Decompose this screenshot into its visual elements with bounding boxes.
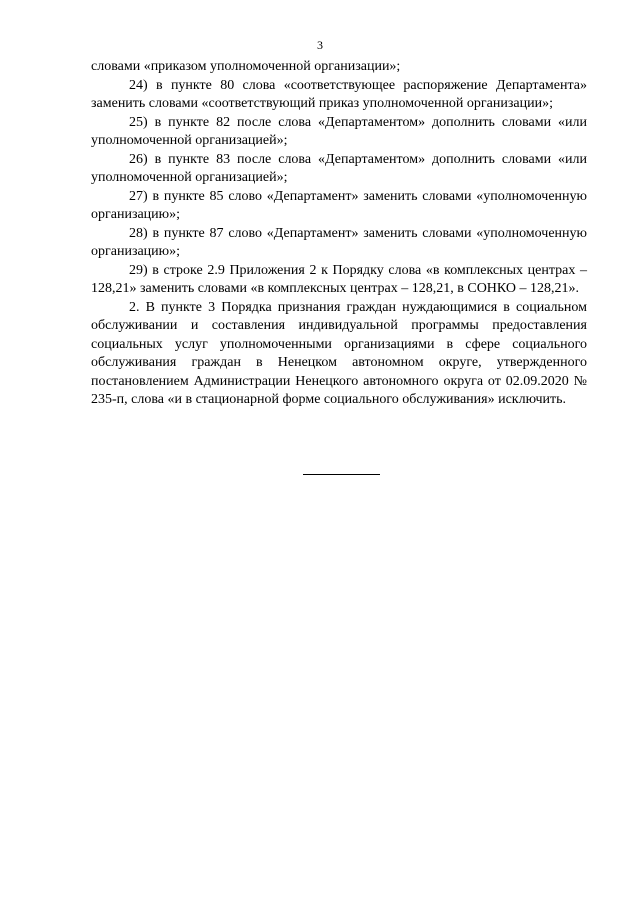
document-body: [91, 58, 587, 410]
paragraph-item-25: 25) в пункте 82 после слова «Департаментом» дополнить словами «или уполномоченной организацией»;: [91, 114, 587, 148]
paragraph-item-24: 24) в пункте 80 слова «соответствующее распоряжение Департамента» заменить словами «соответствующий приказ уполномоченной организации»;: [91, 77, 587, 111]
paragraph-item-26: 26) в пункте 83 после слова «Департаментом» дополнить словами «или уполномоченной организацией»;: [91, 151, 587, 185]
closing-separator-line: [303, 474, 380, 475]
page-number: 3: [317, 38, 323, 52]
paragraph-section-2: 2. В пункте 3 Порядка признания граждан нуждающимися в социальном обслуживании и составления индивидуальной программы предоставления социальных услуг уполномоченными организациями в сфере социального обслуживания граждан в Ненецком автономном округе, утвержденного постановлением Администрации Ненецкого автономного округа от 02.09.2020 № 235-п, слова «и в стационарной форме социального обслуживания» исключить.: [91, 299, 587, 407]
paragraph-item-27: 27) в пункте 85 слово «Департамент» заменить словами «уполномоченную организацию»;: [91, 188, 587, 222]
paragraph-item-29: 29) в строке 2.9 Приложения 2 к Порядку слова «в комплексных центрах – 128,21» заменить словами «в комплексных центрах – 128,21, в СОНКО – 128,21».: [91, 262, 587, 296]
paragraph-continuation: словами «приказом уполномоченной организации»;: [91, 59, 401, 74]
paragraph-item-28: 28) в пункте 87 слово «Департамент» заменить словами «уполномоченную организацию»;: [91, 225, 587, 259]
